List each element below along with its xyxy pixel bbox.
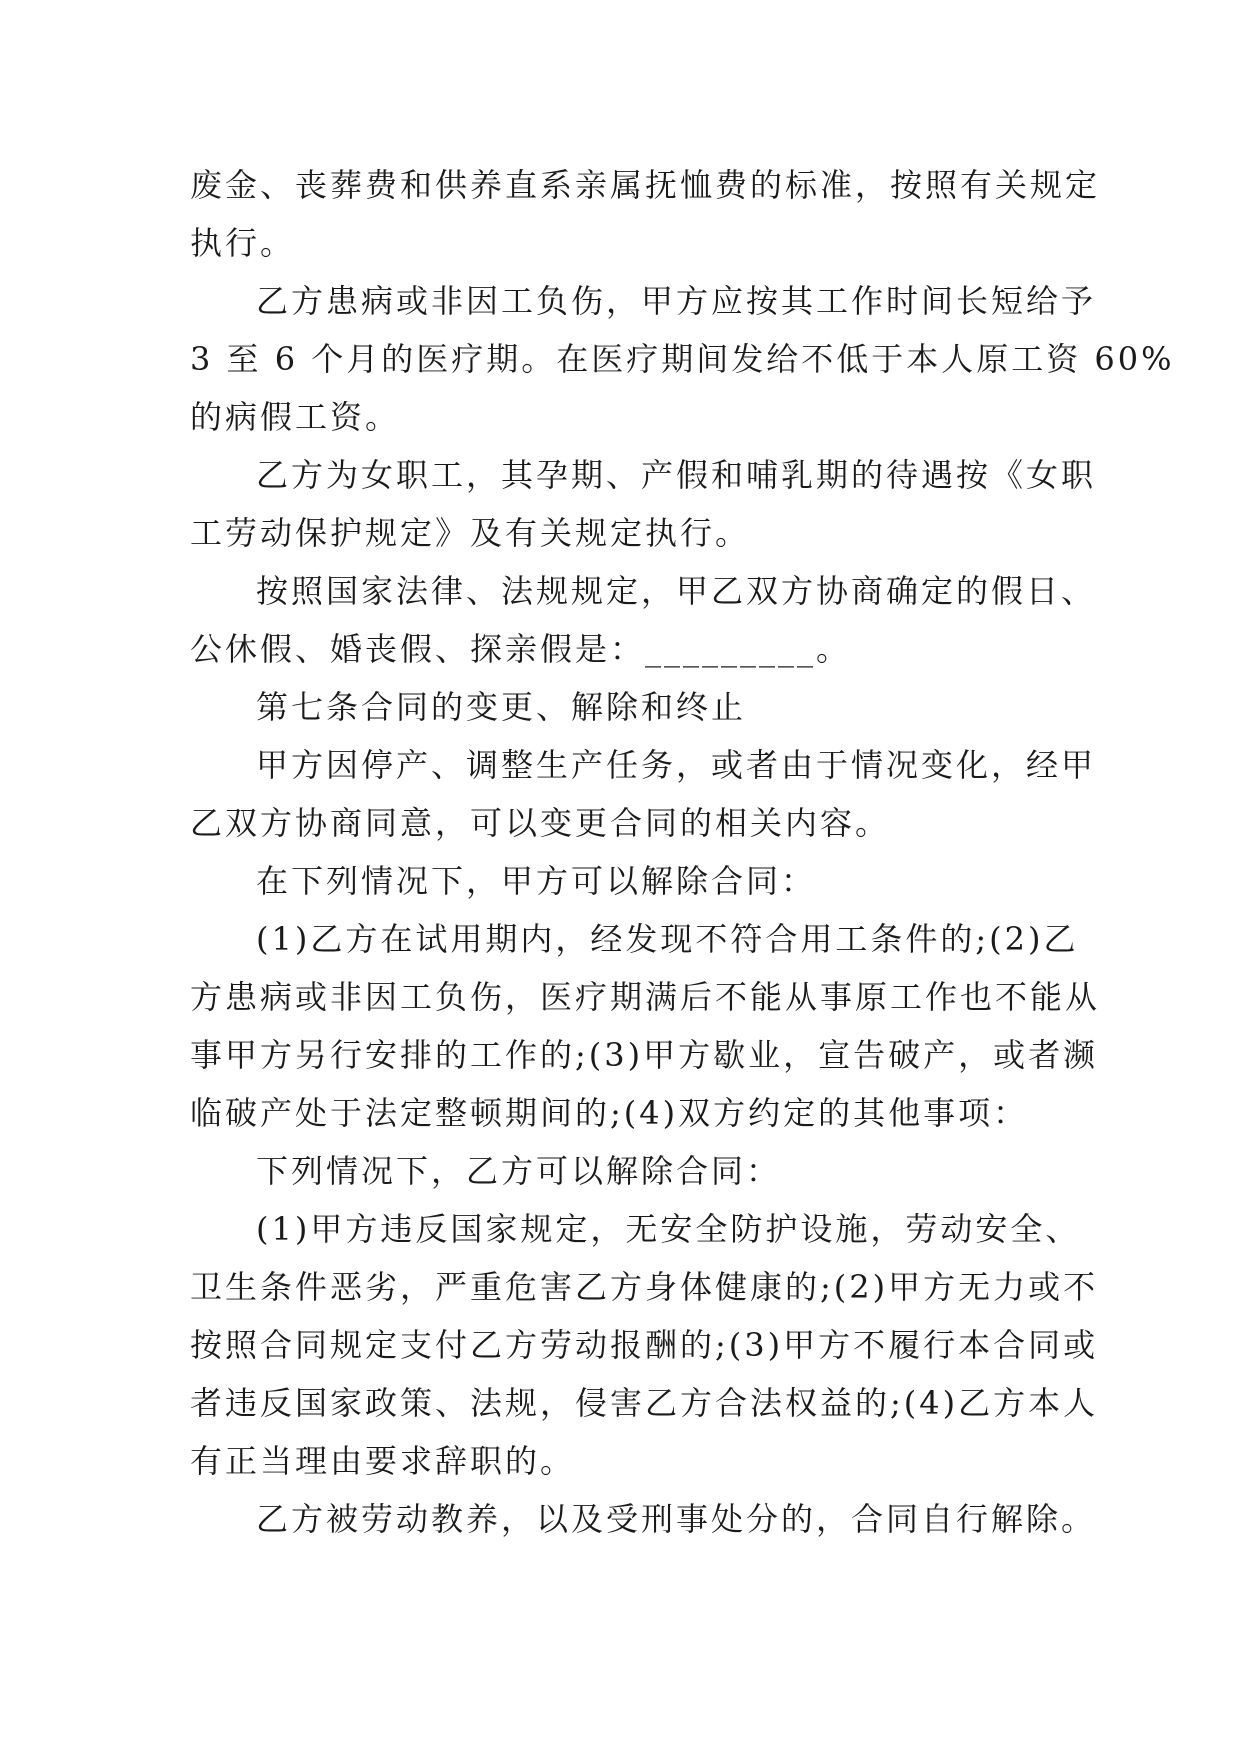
text-line: (1)乙方在试用期内，经发现不符合用工条件的;(2)乙	[256, 920, 1079, 958]
text-line: 有正当理由要求辞职的。	[190, 1442, 576, 1480]
text-line: 甲方因停产、调整生产任务，或者由于情况变化，经甲	[256, 746, 1097, 784]
text-line: 乙方患病或非因工负伤，甲方应按其工作时间长短给予	[256, 282, 1097, 320]
text-line: 按照合同规定支付乙方劳动报酬的;(3)甲方不履行本合同或	[190, 1326, 1099, 1364]
document-body	[190, 156, 1175, 1548]
text-line: 按照国家法律、法规规定，甲乙双方协商确定的假日、	[256, 572, 1097, 610]
text-line: 方患病或非因工负伤，医疗期满后不能从事原工作也不能从	[190, 978, 1101, 1016]
text-line: 工劳动保护规定》及有关规定执行。	[190, 514, 751, 552]
text-line: 的病假工资。	[190, 398, 401, 436]
section-heading: 第七条合同的变更、解除和终止	[256, 688, 747, 726]
text-line: 执行。	[190, 224, 296, 262]
text-line: 事甲方另行安排的工作的;(3)甲方歇业，宣告破产，或者濒	[190, 1036, 1099, 1074]
text-line: 者违反国家政策、法规，侵害乙方合法权益的;(4)乙方本人	[190, 1384, 1099, 1422]
text-line: 下列情况下，乙方可以解除合同：	[256, 1152, 782, 1190]
text-line: 乙方为女职工，其孕期、产假和哺乳期的待遇按《女职	[256, 456, 1097, 494]
text-line: (1)甲方违反国家规定，无安全防护设施，劳动安全、	[256, 1210, 1081, 1248]
text-line: 3 至 6 个月的医疗期。在医疗期间发给不低于本人原工资 60%	[190, 340, 1175, 378]
text-line: 公休假、婚丧假、探亲假是：_________。	[190, 630, 852, 668]
text-line: 在下列情况下，甲方可以解除合同：	[256, 862, 817, 900]
text-line: 废金、丧葬费和供养直系亲属抚恤费的标准，按照有关规定	[190, 166, 1101, 204]
text-line: 乙方被劳动教养，以及受刑事处分的，合同自行解除。	[256, 1500, 1097, 1538]
text-line: 卫生条件恶劣，严重危害乙方身体健康的;(2)甲方无力或不	[190, 1268, 1099, 1306]
text-line: 乙双方协商同意，可以变更合同的相关内容。	[190, 804, 891, 842]
text-line: 临破产处于法定整顿期间的;(4)双方约定的其他事项：	[190, 1094, 1029, 1132]
